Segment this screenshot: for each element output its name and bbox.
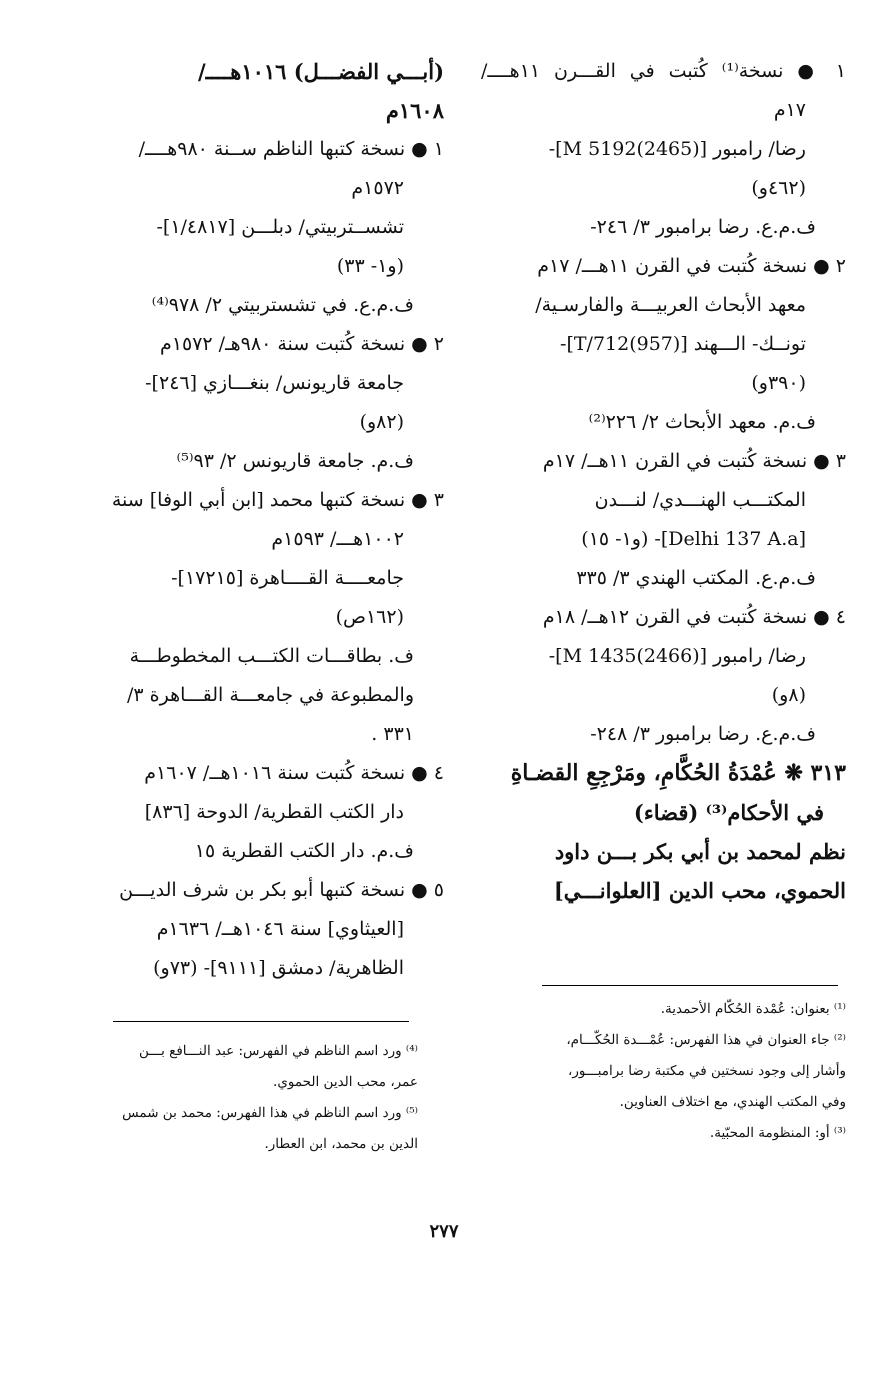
text-line: رضا/ رامبور [M 5192(2465)]- (548, 138, 806, 160)
text-line: الظاهرية/ دمشق [٩١١١]- (٧٣و) (153, 957, 404, 979)
text-line: دار الكتب القطرية/ الدوحة [٨٣٦] (144, 801, 404, 823)
footnote-line: وأشار إلى وجود نسختين في مكتبة رضا برامبـــور، (567, 1063, 846, 1079)
text-line: ١٥٧٢م (351, 177, 404, 199)
text-line: [Delhi 137 A.a]- (و١- ١٥) (581, 528, 806, 550)
text-line: ١ ● نسخة كتبها الناظم ســنة ٩٨٠هــــ/ (138, 138, 444, 160)
footnote-line: عمر، محب الدين الحموي. (273, 1074, 418, 1090)
text-line: المكتـــب الهنـــدي/ لنـــدن (594, 489, 806, 511)
footnote-line: الدين بن محمد، ابن العطار. (264, 1136, 418, 1152)
text-line: والمطبوعة في جامعـــة القـــاهرة ٣/ (127, 684, 414, 706)
text-line: (و١- ٣٣) (336, 255, 404, 277)
text-line: ٤ ● نسخة كُتبت سنة ١٠١٦هــ/ ١٦٠٧م (144, 762, 444, 784)
footnote-line: ⁽¹⁾ بعنوان: عُمْدة الحُكّام الأحمدية. (660, 1001, 846, 1017)
text-line: ف.م.ع. رضا برامبور ٣/ ٢٤٦- (590, 216, 816, 238)
entry-heading: ٣١٣ ❋ عُمْدَةُ الحُكَّامِ، ومَرْجِعِ القضـاةِ (510, 760, 846, 786)
text-line: رضا/ رامبور [M 1435(2466)]- (548, 645, 806, 667)
footnote-line: ⁽⁵⁾ ورد اسم الناظم في هذا الفهرس: محمد بن شمس (122, 1105, 418, 1121)
text-line: ف.م.ع. في تشستربيتي ٢/ ٩٧٨⁽⁴⁾ (151, 294, 414, 316)
text-line: (١٦٢ص) (335, 606, 404, 628)
text-line: ف.م.ع. رضا برامبور ٣/ ٢٤٨- (590, 723, 816, 745)
footnote-line: وفي المكتب الهندي، مع اختلاف العناوين. (619, 1094, 846, 1110)
text-line: ٢ ● نسخة كُتبت في القرن ١١هـــ/ ١٧م (537, 255, 846, 277)
text-line: تشســتربيتي/ دبلـــن [١/٤٨١٧]- (156, 216, 404, 238)
text-line: معهد الأبحاث العربيـــة والفارسـية/ (535, 294, 806, 316)
text-line: ٤ ● نسخة كُتبت في القرن ١٢هــ/ ١٨م (542, 606, 846, 628)
text-line: ٥ ● نسخة كتبها أبو بكر بن شرف الديـــن (119, 879, 444, 901)
footnote-line: ⁽³⁾ أو: المنظومة المحبّية. (709, 1125, 846, 1141)
text-line: ٢ ● نسخة كُتبت سنة ٩٨٠هـ/ ١٥٧٢م (160, 333, 444, 355)
text-line: (٨٢و) (359, 411, 404, 433)
footnote-line: ⁽²⁾ جاء العنوان في هذا الفهرس: عُمْـــدة الحُكّـــام، (566, 1032, 846, 1048)
text-line: ١٠٠٢هـــ/ ١٥٩٣م (271, 528, 404, 550)
left-column (72, 52, 444, 988)
page-number: ٢٧٧ (429, 1221, 459, 1242)
text-line: ف. بطاقـــات الكتـــب المخطوطـــة (129, 645, 414, 667)
text-line: (٤٦٢و) (751, 177, 806, 199)
entry-author: الحموي، محب الدين [العلوانـــي] (553, 878, 846, 903)
text-line: ١٧م (773, 99, 806, 121)
text-line: ف.م.ع. المكتب الهندي ٣/ ٣٣٥ (576, 567, 816, 589)
entry-author: ١٦٠٨م (385, 98, 444, 123)
footnotes-left (78, 1036, 418, 1160)
right-column (481, 52, 846, 910)
text-line: ٣ ● نسخة كُتبت في القرن ١١هــ/ ١٧م (542, 450, 846, 472)
footnote-separator (542, 985, 838, 986)
text-line: ف.م. جامعة قاريونس ٢/ ٩٣⁽⁵⁾ (176, 450, 414, 472)
footnotes-right (510, 994, 846, 1149)
text-line: (٣٩٠و) (751, 372, 806, 394)
text-line: ٣٣١ . (371, 723, 414, 745)
text-line: ف.م. دار الكتب القطرية ١٥ (194, 840, 414, 862)
footnote-line: ⁽⁴⁾ ورد اسم الناظم في الفهرس: عبد النـــافع بـــن (138, 1043, 418, 1059)
text-line: [العيثاوي] سنة ١٠٤٦هــ/ ١٦٣٦م (156, 918, 404, 940)
entry-author: نظم لمحمد بن أبي بكر بـــن داود (554, 839, 846, 864)
entry-author: (أبـــي الفضـــل) ١٠١٦هــــ/ (197, 59, 444, 84)
text-line: (٨و) (771, 684, 806, 706)
text-line: ٣ ● نسخة كتبها محمد [ابن أبي الوفا] سنة (111, 489, 444, 511)
text-line: جامعة قاريونس/ بنغـــازي [٢٤٦]- (145, 372, 404, 394)
text-line: ١ ● نسخة⁽¹⁾ كُتبت في القـــرن ١١هــــ/ (481, 60, 846, 82)
footnote-separator (113, 1021, 409, 1022)
entry-heading: في الأحكام⁽³⁾ (قضاء) (633, 800, 824, 825)
text-line: جامعــــة القــــاهرة [١٧٢١٥]- (171, 567, 404, 589)
text-line: ف.م. معهد الأبحاث ٢/ ٢٢٦⁽²⁾ (588, 411, 816, 433)
text-line: تونــك- الـــهند [T/712(957)]- (560, 333, 806, 355)
